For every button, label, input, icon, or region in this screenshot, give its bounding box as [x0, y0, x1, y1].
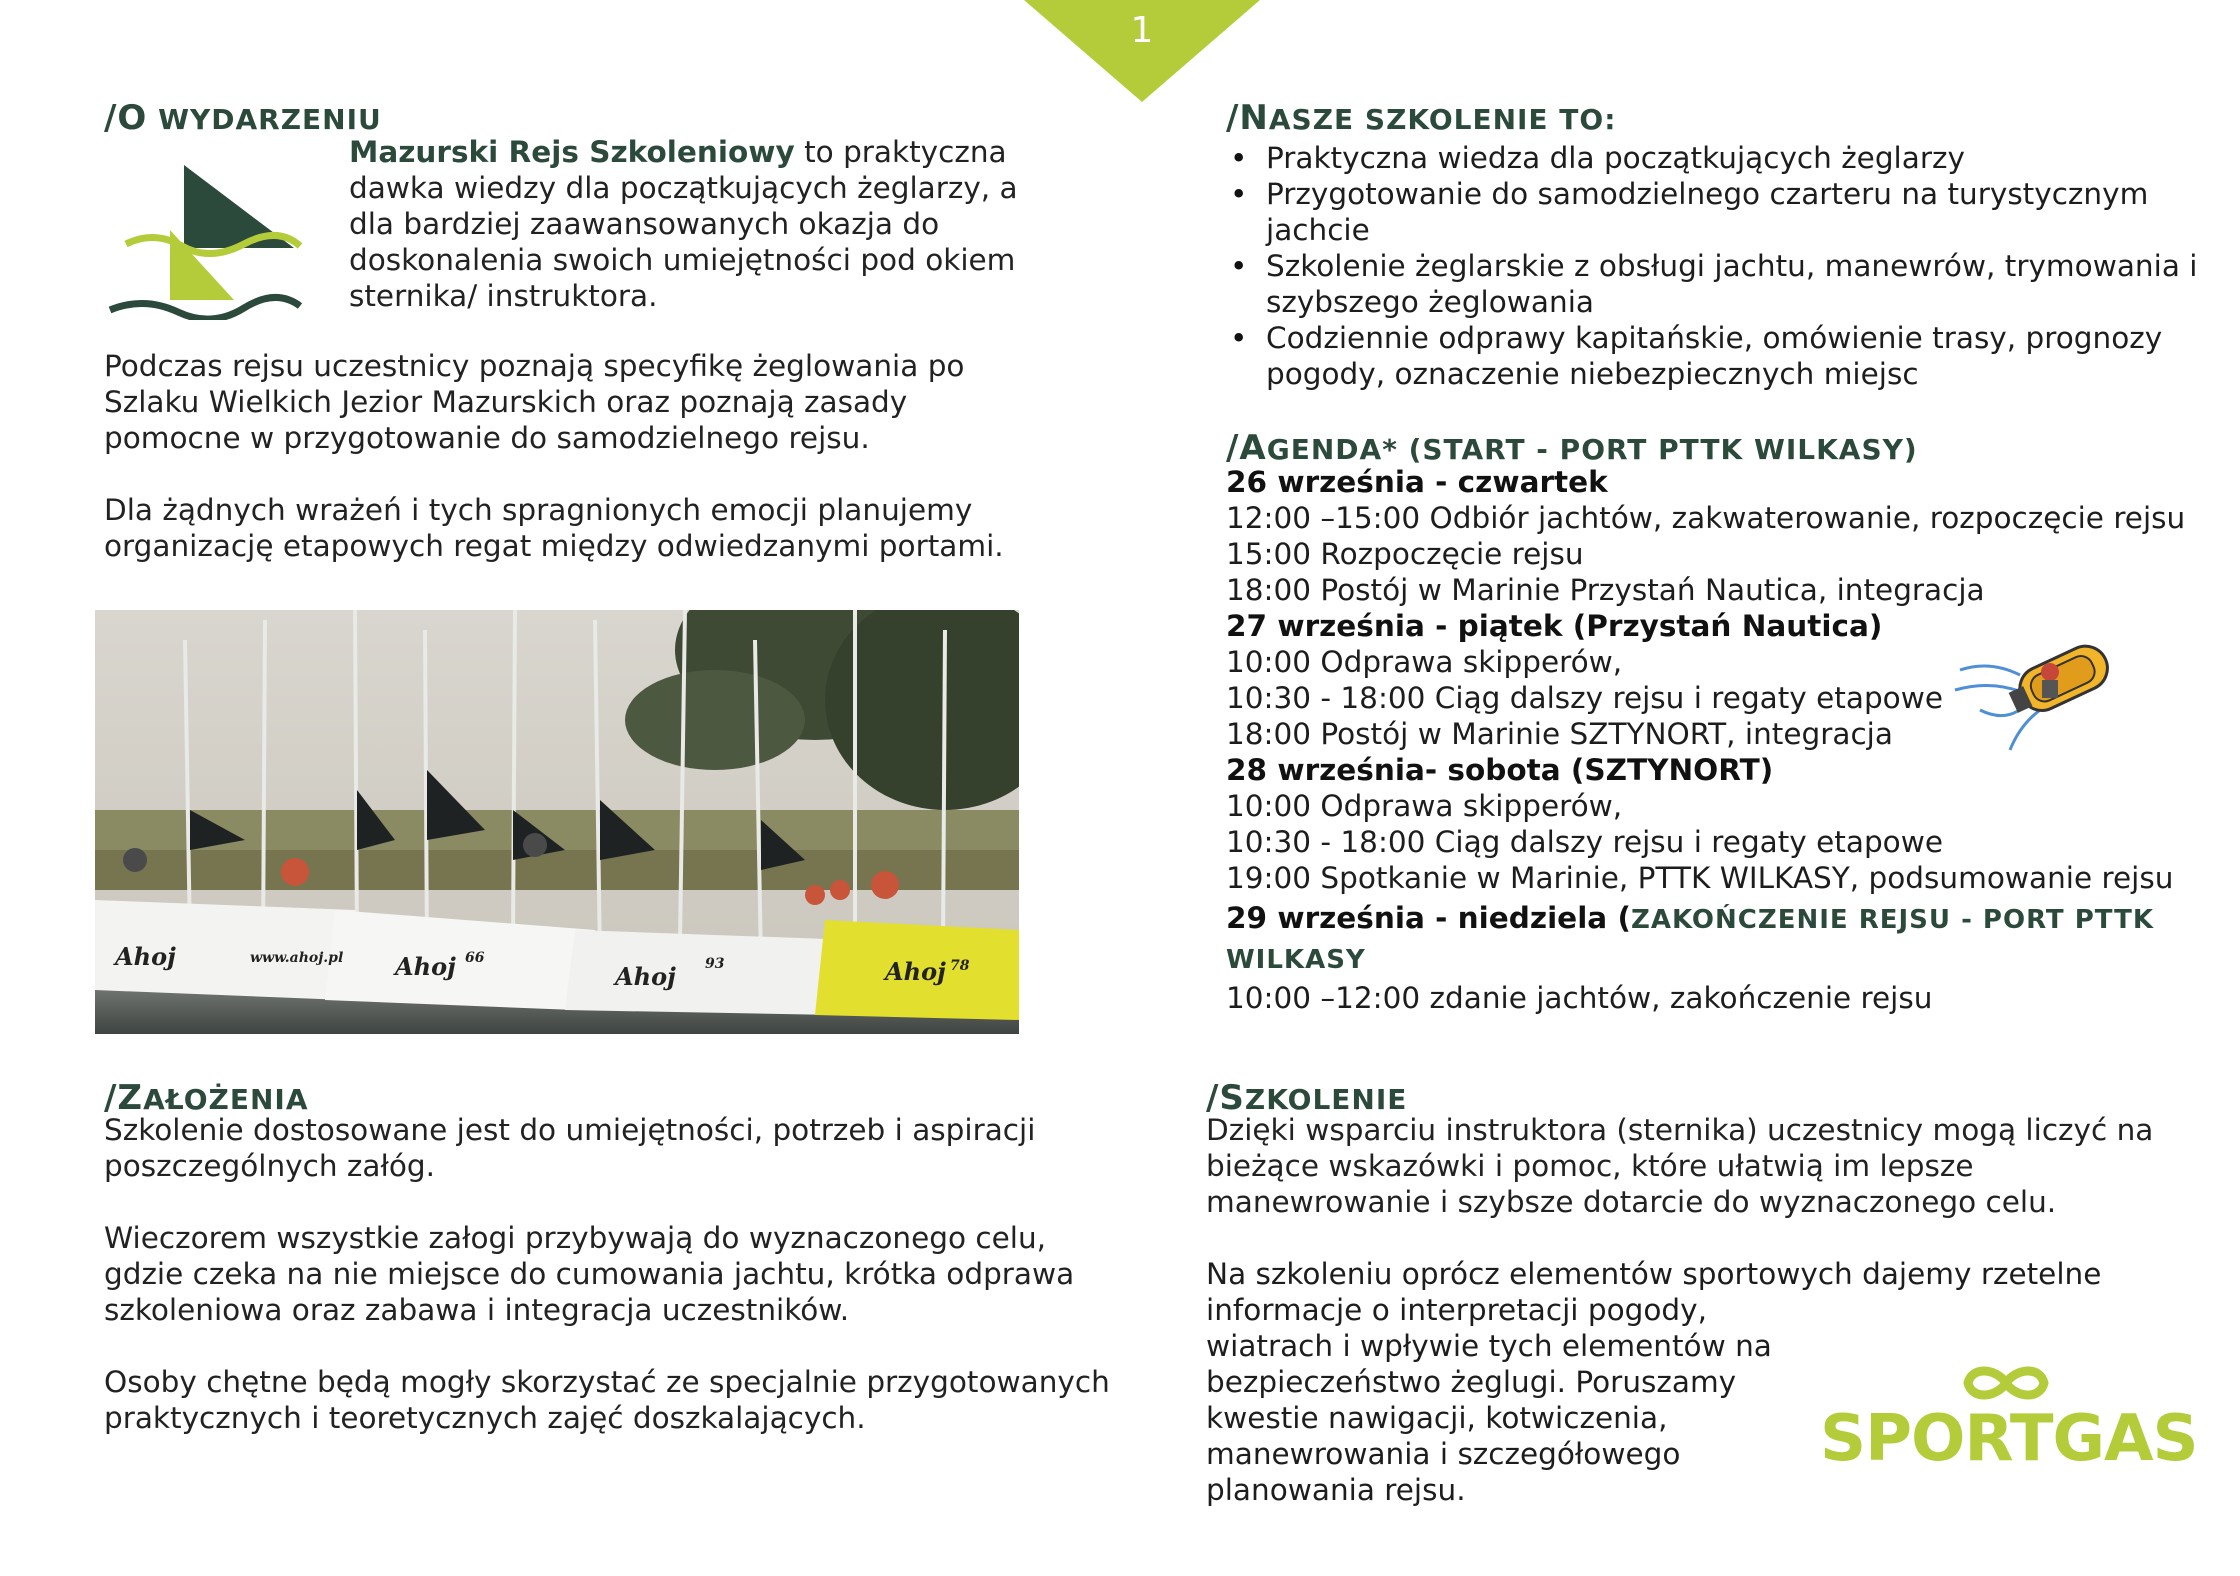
agenda-date: 26 września - czwartek — [1226, 465, 1608, 499]
text-line: informacje o interpretacji pogody, — [1206, 1293, 1707, 1327]
agenda-date: 28 września- sobota (SZTYNORT) — [1226, 753, 1774, 787]
about-paragraph-1: Podczas rejsu uczestnicy poznają specyfikę żeglowania po Szlaku Wielkich Jezior Mazurskich oraz poznają zasady pomocne w przygotowanie do samodzielnego rejsu. — [104, 349, 965, 455]
assumptions-paragraph-2: Wieczorem wszystkie załogi przybywają do wyznaczonego celu, gdzie czeka na nie miejsce do cumowania jachtu, krótka odprawa szkoleniowa oraz zabawa i integracja uczestników. — [104, 1221, 1075, 1327]
event-name: Mazurski Rejs Szkoleniowy — [349, 135, 795, 169]
hull-label: Ahoj — [395, 952, 456, 981]
agenda-entry: 18:00 Postój w Marinie Przystań Nautica, integracja — [1226, 573, 1985, 607]
page-number: 1 — [1130, 10, 1154, 51]
our-training-heading: /NASZE SZKOLENIE TO: — [1226, 98, 1617, 138]
training-heading: /SZKOLENIE — [1206, 1078, 1408, 1118]
agenda-heading: /AGENDA* (START - PORT PTTK WILKASY) — [1226, 428, 1918, 468]
agenda-entry: 10:00 –12:00 zdanie jachtów, zakończenie rejsu — [1226, 981, 1933, 1015]
agenda-entry: 10:00 Odprawa skipperów, — [1226, 789, 1623, 823]
agenda-entry: 10:00 Odprawa skipperów, — [1226, 645, 1623, 679]
agenda-entry: 15:00 Rozpoczęcie rejsu — [1226, 537, 1584, 571]
text-line: bezpieczeństwo żeglugi. Poruszamy — [1206, 1365, 1737, 1399]
text-line: planowania rejsu. — [1206, 1473, 1466, 1507]
agenda-date-continued: WILKASY — [1226, 945, 1366, 975]
hull-label: 78 — [950, 958, 970, 974]
agenda-date: 29 września - niedziela (ZAKOŃCZENIE REJSU - PORT PTTK — [1226, 901, 2154, 935]
about-paragraph-2: Dla żądnych wrażeń i tych spragnionych emocji planujemy organizację etapowych regat między odwiedzanymi portami. — [104, 493, 1004, 563]
agenda-entry: 18:00 Postój w Marinie SZTYNORT, integracja — [1226, 717, 1893, 751]
logo-text: SPORTGAS — [1820, 1402, 2198, 1476]
hull-label: 93 — [705, 956, 725, 972]
text-line: manewrowania i szczegółowego — [1206, 1437, 1681, 1471]
agenda-entry: 10:30 - 18:00 Ciąg dalszy rejsu i regaty etapowe — [1226, 681, 1943, 715]
training-bullet-list — [1226, 140, 2226, 392]
text-line: wiatrach i wpływie tych elementów na — [1206, 1329, 1772, 1363]
hull-label: www.ahoj.pl — [250, 950, 344, 966]
list-item: • Szkolenie żeglarskie z obsługi jachtu, manewrów, trymowania i szybszego żeglowania — [1266, 248, 2226, 320]
hull-label: 66 — [465, 950, 485, 966]
agenda-entry: 12:00 –15:00 Odbiór jachtów, zakwaterowanie, rozpoczęcie rejsu — [1226, 501, 2186, 535]
list-item: • Praktyczna wiedza dla początkujących żeglarzy — [1266, 140, 2226, 176]
sportgas-logo — [1820, 1362, 2200, 1492]
list-item: • Przygotowanie do samodzielnego czarteru na turystycznym jachcie — [1266, 176, 2226, 248]
about-heading: /O WYDARZENIU — [104, 98, 382, 138]
agenda-entry: 19:00 Spotkanie w Marinie, PTTK WILKASY, podsumowanie rejsu — [1226, 861, 2174, 895]
about-intro: Mazurski Rejs Szkoleniowy to praktyczna dawka wiedzy dla początkujących żeglarzy, a dla bardziej zaawansowanych okazja do doskonalenia swoich umiejętności pod okiem sternika/ instruktora. — [349, 135, 1018, 313]
text-line: Na szkoleniu oprócz elementów sportowych dajemy rzetelne — [1206, 1257, 2102, 1291]
training-paragraph-1: Dzięki wsparciu instruktora (sternika) uczestnicy mogą liczyć na bieżące wskazówki i pomoc, które ułatwią im lepsze manewrowanie i szybsze dotarcie do wyznaczonego celu. — [1206, 1113, 2154, 1219]
hull-label: Ahoj — [115, 942, 176, 971]
assumptions-heading: /ZAŁOŻENIA — [104, 1078, 309, 1118]
infinity-icon — [1958, 1362, 2054, 1404]
sailboat-icon — [104, 160, 304, 320]
list-item: • Codziennie odprawy kapitańskie, omówienie trasy, prognozy pogody, oznaczenie niebezpiecznych miejsc — [1266, 320, 2226, 392]
assumptions-paragraph-1: Szkolenie dostosowane jest do umiejętności, potrzeb i aspiracji poszczególnych załóg. — [104, 1113, 1036, 1183]
hull-label: Ahoj — [615, 962, 676, 991]
hull-label: Ahoj — [885, 957, 946, 986]
text-line: kwestie nawigacji, kotwiczenia, — [1206, 1401, 1668, 1435]
agenda-date: 27 września - piątek (Przystań Nautica) — [1226, 609, 1883, 643]
motorboat-icon — [1950, 630, 2120, 760]
marina-photo — [95, 610, 1019, 1034]
agenda-entry: 10:30 - 18:00 Ciąg dalszy rejsu i regaty etapowe — [1226, 825, 1943, 859]
assumptions-paragraph-3: Osoby chętne będą mogły skorzystać ze specjalnie przygotowanych praktycznych i teoretycznych zajęć doszkalających. — [104, 1365, 1110, 1435]
